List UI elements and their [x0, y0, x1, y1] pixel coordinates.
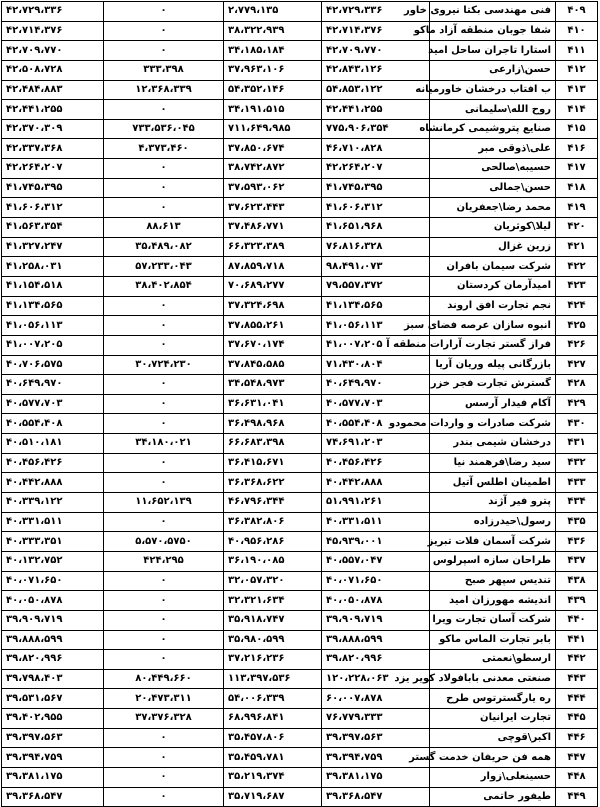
amount-4-cell: ۴۲،۳۷۰،۳۰۹: [2, 119, 104, 139]
amount-1-cell: ۴۲،۷۱۴،۳۷۶: [322, 21, 430, 41]
amount-3-cell: ۴،۳۷۳،۴۶۰: [104, 139, 224, 159]
row-number-cell: ۴۲۴: [556, 296, 598, 316]
company-name-cell: اکبر\قوچی: [430, 728, 556, 748]
amount-4-cell: ۳۹،۳۶۸،۵۴۷: [2, 787, 104, 807]
amount-1-cell: ۷۶،۷۷۹،۳۳۳: [322, 709, 430, 729]
amount-2-cell: ۱۱۳،۳۹۷،۵۳۶: [224, 669, 322, 689]
company-name-cell: شفا جوبان منطقه آزاد ماکو: [430, 21, 556, 41]
table-row: [2, 630, 598, 650]
table-row: [2, 296, 598, 316]
row-number-cell: ۴۴۳: [556, 669, 598, 689]
amount-1-cell: ۳۹،۳۹۴،۷۵۹: [322, 748, 430, 768]
amount-3-cell: ۰: [104, 453, 224, 473]
company-name-cell: امیدآرمان کردستان: [430, 276, 556, 296]
amount-1-cell: ۵۴،۸۵۳،۱۲۲: [322, 80, 430, 100]
company-name-cell: طراحان سازه اسپرلوس: [430, 551, 556, 571]
company-name-cell: صنعتی معدنی بابافولاد کویر یزد: [430, 669, 556, 689]
amount-4-cell: ۴۱،۵۶۳،۳۵۴: [2, 218, 104, 238]
amount-1-cell: ۴۲،۷۲۹،۳۳۶: [322, 2, 430, 22]
row-number-cell: ۴۴۴: [556, 689, 598, 709]
amount-2-cell: ۳۷،۸۵۰،۶۷۴: [224, 139, 322, 159]
amount-1-cell: ۴۱،۷۴۵،۳۹۵: [322, 178, 430, 198]
amount-4-cell: ۴۲،۴۸۴،۸۸۳: [2, 80, 104, 100]
amount-2-cell: ۶۶،۳۲۳،۳۸۹: [224, 237, 322, 257]
amount-4-cell: ۴۲،۳۳۷،۳۶۸: [2, 139, 104, 159]
company-name-cell: اندیشه مهورزان امید: [430, 591, 556, 611]
amount-2-cell: ۳۷،۸۵۵،۲۶۱: [224, 316, 322, 336]
amount-2-cell: ۳۵،۲۱۹،۳۷۴: [224, 767, 322, 787]
amount-2-cell: ۳۸،۳۲۲،۹۳۹: [224, 21, 322, 41]
amount-4-cell: ۴۱،۰۵۶،۱۱۳: [2, 316, 104, 336]
company-name-cell: محمد رضا\جعفریان: [430, 198, 556, 218]
amount-3-cell: ۰: [104, 375, 224, 395]
table-row: [2, 257, 598, 277]
amount-3-cell: ۰: [104, 571, 224, 591]
row-number-cell: ۴۴۵: [556, 709, 598, 729]
amount-2-cell: ۳۷،۶۷۰،۱۷۴: [224, 335, 322, 355]
amount-3-cell: ۱۱،۶۵۲،۱۳۹: [104, 493, 224, 513]
table-row: [2, 473, 598, 493]
company-name-cell: ارسطو\نعمتی: [430, 650, 556, 670]
company-name-cell: حسن\زارعی: [430, 60, 556, 80]
amount-1-cell: ۴۰،۶۴۹،۹۷۰: [322, 375, 430, 395]
amount-4-cell: ۴۲،۴۴۱،۲۵۵: [2, 100, 104, 120]
row-number-cell: ۴۲۰: [556, 218, 598, 238]
amount-4-cell: ۴۲،۷۱۴،۳۷۶: [2, 21, 104, 41]
amount-4-cell: ۴۰،۴۵۶،۴۲۶: [2, 453, 104, 473]
row-number-cell: ۴۳۷: [556, 551, 598, 571]
amount-1-cell: ۵۱،۹۹۱،۲۶۱: [322, 493, 430, 513]
company-name-cell: علی\ذوقی مبر: [430, 139, 556, 159]
amount-2-cell: ۶۸،۹۹۶،۸۴۱: [224, 709, 322, 729]
amount-4-cell: ۴۰،۰۵۰،۸۷۸: [2, 591, 104, 611]
table-row: [2, 512, 598, 532]
amount-3-cell: ۰: [104, 728, 224, 748]
table-row: [2, 650, 598, 670]
company-name-cell: بازرگانی پیله وریان آریا: [430, 355, 556, 375]
amount-1-cell: ۳۹،۸۸۸،۵۹۹: [322, 630, 430, 650]
amount-1-cell: ۴۰،۰۵۰،۸۷۸: [322, 591, 430, 611]
amount-3-cell: ۰: [104, 414, 224, 434]
amount-1-cell: ۳۹،۳۶۸،۵۴۷: [322, 787, 430, 807]
amount-2-cell: ۳۷،۹۶۳،۱۰۶: [224, 60, 322, 80]
amount-4-cell: ۴۰،۰۷۱،۶۵۰: [2, 571, 104, 591]
amount-4-cell: ۴۲،۷۰۹،۷۷۰: [2, 41, 104, 61]
row-number-cell: ۴۳۳: [556, 473, 598, 493]
company-name-cell: شرکت سیمان بافران: [430, 257, 556, 277]
amount-4-cell: ۴۱،۲۵۸،۰۳۱: [2, 257, 104, 277]
amount-1-cell: ۷۷۵،۹۰۶،۳۵۴: [322, 119, 430, 139]
amount-1-cell: ۴۰،۵۵۴،۴۰۸: [322, 414, 430, 434]
table-row: [2, 571, 598, 591]
table-row: [2, 767, 598, 787]
amount-3-cell: ۰: [104, 316, 224, 336]
amount-1-cell: ۶۰،۰۰۷،۸۷۸: [322, 689, 430, 709]
amount-2-cell: ۴۶،۷۹۶،۳۴۴: [224, 493, 322, 513]
amount-2-cell: ۳۲،۳۲۱،۶۳۴: [224, 591, 322, 611]
amount-3-cell: ۳۴،۱۸۰،۰۲۱: [104, 434, 224, 454]
amount-1-cell: ۷۶،۸۱۶،۳۲۸: [322, 237, 430, 257]
amount-4-cell: ۳۹،۴۰۲،۹۵۵: [2, 709, 104, 729]
row-number-cell: ۴۴۸: [556, 767, 598, 787]
row-number-cell: ۴۲۶: [556, 335, 598, 355]
table-row: [2, 2, 598, 22]
document-page: [1, 1, 599, 802]
row-number-cell: ۴۳۵: [556, 512, 598, 532]
table-row: [2, 60, 598, 80]
amount-1-cell: ۴۱،۰۵۶،۱۱۳: [322, 316, 430, 336]
amount-4-cell: ۴۲،۲۶۴،۲۰۷: [2, 159, 104, 179]
amount-4-cell: ۴۱،۱۵۴،۵۱۸: [2, 276, 104, 296]
table-row: [2, 178, 598, 198]
amount-2-cell: ۳۵،۹۱۸،۷۴۷: [224, 610, 322, 630]
amount-1-cell: ۴۲،۲۶۴،۲۰۷: [322, 159, 430, 179]
amount-2-cell: ۳۵،۹۸۰،۵۹۹: [224, 630, 322, 650]
company-name-cell: تندیس سپهر صبح: [430, 571, 556, 591]
table-row: [2, 453, 598, 473]
amount-2-cell: ۵۴،۳۵۲،۱۴۶: [224, 80, 322, 100]
company-name-cell: شرکت آسان تجارت ویرا: [430, 610, 556, 630]
table-row: [2, 669, 598, 689]
amount-4-cell: ۴۱،۱۳۴،۵۶۵: [2, 296, 104, 316]
amount-1-cell: ۱۲۰،۲۲۸،۰۶۳: [322, 669, 430, 689]
row-number-cell: ۴۱۶: [556, 139, 598, 159]
amount-1-cell: ۴۰،۰۷۱،۶۵۰: [322, 571, 430, 591]
table-row: [2, 610, 598, 630]
table-row: [2, 375, 598, 395]
table-row: [2, 316, 598, 336]
amount-4-cell: ۳۹،۸۲۰،۹۹۶: [2, 650, 104, 670]
amount-1-cell: ۴۱،۱۳۴،۵۶۵: [322, 296, 430, 316]
amount-2-cell: ۷۱۱،۶۴۹،۹۸۵: [224, 119, 322, 139]
amount-4-cell: ۳۹،۷۹۸،۴۰۳: [2, 669, 104, 689]
amount-4-cell: ۳۹،۳۸۱،۱۷۵: [2, 767, 104, 787]
amount-2-cell: ۳۶،۴۹۸،۹۶۸: [224, 414, 322, 434]
company-name-cell: فنی مهندسی بکتا نیروی خاور: [430, 2, 556, 22]
amount-3-cell: ۰: [104, 748, 224, 768]
amount-2-cell: ۳۷،۲۱۶،۲۳۶: [224, 650, 322, 670]
amount-3-cell: ۴۲۴،۲۹۵: [104, 551, 224, 571]
table-row: [2, 551, 598, 571]
table-row: [2, 159, 598, 179]
row-number-cell: ۴۲۳: [556, 276, 598, 296]
amount-4-cell: ۴۰،۷۰۶،۵۷۵: [2, 355, 104, 375]
company-name-cell: رسول\حیدرزاده: [430, 512, 556, 532]
table-row: [2, 709, 598, 729]
row-number-cell: ۴۳۱: [556, 434, 598, 454]
amount-2-cell: ۳۶،۶۳۱،۰۴۱: [224, 394, 322, 414]
amount-4-cell: ۳۹،۳۹۷،۵۶۳: [2, 728, 104, 748]
amount-3-cell: ۸۸،۶۱۳: [104, 218, 224, 238]
amount-2-cell: ۳۸،۷۴۲،۸۷۲: [224, 159, 322, 179]
table-row: [2, 689, 598, 709]
amount-2-cell: ۳۷،۶۲۳،۴۴۳: [224, 198, 322, 218]
table-row: [2, 335, 598, 355]
amount-1-cell: ۳۹،۸۲۰،۹۹۶: [322, 650, 430, 670]
amount-3-cell: ۰: [104, 610, 224, 630]
amount-3-cell: ۰: [104, 178, 224, 198]
amount-2-cell: ۳۴،۱۸۵،۱۸۴: [224, 41, 322, 61]
company-name-cell: آکام فیدار آرسس: [430, 394, 556, 414]
amount-1-cell: ۴۶،۷۱۰،۸۲۸: [322, 139, 430, 159]
amount-2-cell: ۵۴،۰۰۶،۳۳۹: [224, 689, 322, 709]
amount-1-cell: ۳۹،۹۰۹،۷۱۹: [322, 610, 430, 630]
row-number-cell: ۴۱۸: [556, 178, 598, 198]
company-name-cell: انبوه سازان عرصه فضای سبز: [430, 316, 556, 336]
table-row: [2, 591, 598, 611]
amount-4-cell: ۴۱،۶۰۶،۳۱۲: [2, 198, 104, 218]
row-number-cell: ۴۱۷: [556, 159, 598, 179]
amount-2-cell: ۳۷،۳۲۴،۶۹۸: [224, 296, 322, 316]
amount-1-cell: ۴۰،۳۳۱،۵۱۱: [322, 512, 430, 532]
row-number-cell: ۴۲۷: [556, 355, 598, 375]
company-name-cell: طیفور حاتمی: [430, 787, 556, 807]
row-number-cell: ۴۱۲: [556, 60, 598, 80]
amount-3-cell: ۰: [104, 591, 224, 611]
company-name-cell: استارا تاجران ساحل امید: [430, 41, 556, 61]
amount-2-cell: ۶۶،۶۸۳،۳۹۸: [224, 434, 322, 454]
table-row: [2, 139, 598, 159]
amount-1-cell: ۴۱،۰۰۷،۲۰۵: [322, 335, 430, 355]
company-name-cell: تجارت ایرانیان: [430, 709, 556, 729]
amount-4-cell: ۴۰،۶۴۹،۹۷۰: [2, 375, 104, 395]
amount-3-cell: ۰: [104, 767, 224, 787]
company-name-cell: حسن\جمالی: [430, 178, 556, 198]
amount-1-cell: ۳۹،۳۸۱،۱۷۵: [322, 767, 430, 787]
amount-3-cell: ۰: [104, 198, 224, 218]
table-row: [2, 728, 598, 748]
table-row: [2, 532, 598, 552]
row-number-cell: ۴۱۵: [556, 119, 598, 139]
row-number-cell: ۴۲۸: [556, 375, 598, 395]
company-name-cell: لیلا\کوثریان: [430, 218, 556, 238]
amount-4-cell: ۴۱،۰۰۷،۲۰۵: [2, 335, 104, 355]
row-number-cell: ۴۳۴: [556, 493, 598, 513]
row-number-cell: ۴۴۹: [556, 787, 598, 807]
company-name-cell: زرین غزال: [430, 237, 556, 257]
table-row: [2, 355, 598, 375]
amount-3-cell: ۵۷،۲۳۳،۰۴۳: [104, 257, 224, 277]
row-number-cell: ۴۳۸: [556, 571, 598, 591]
company-name-cell: بابر تجارت الماس ماکو: [430, 630, 556, 650]
amount-4-cell: ۴۰،۳۳۹،۱۲۲: [2, 493, 104, 513]
amount-2-cell: ۴۰،۹۵۶،۲۸۶: [224, 532, 322, 552]
amount-3-cell: ۳۸،۴۰۲،۸۵۴: [104, 276, 224, 296]
table-row: [2, 787, 598, 807]
amount-3-cell: ۰: [104, 630, 224, 650]
table-row: [2, 41, 598, 61]
amount-3-cell: ۷۳۳،۵۳۶،۰۴۵: [104, 119, 224, 139]
amount-3-cell: ۵،۵۷۰،۵۷۵۰: [104, 532, 224, 552]
amount-1-cell: ۳۹،۳۹۷،۵۶۳: [322, 728, 430, 748]
amount-4-cell: ۴۰،۵۱۰،۱۸۱: [2, 434, 104, 454]
company-name-cell: صنایع پتروشیمی کرمانشاه: [430, 119, 556, 139]
ledger-body: [2, 2, 598, 807]
amount-4-cell: ۳۹،۵۳۱،۵۶۷: [2, 689, 104, 709]
amount-2-cell: ۳۵،۴۵۷،۸۰۶: [224, 728, 322, 748]
amount-2-cell: ۳۴،۵۴۸،۹۷۳: [224, 375, 322, 395]
amount-1-cell: ۴۱،۶۰۶،۳۱۲: [322, 198, 430, 218]
row-number-cell: ۴۰۹: [556, 2, 598, 22]
company-name-cell: شرکت آسمان فلات تبریز: [430, 532, 556, 552]
amount-1-cell: ۴۲،۸۴۳،۱۲۶: [322, 60, 430, 80]
amount-1-cell: ۴۲،۷۰۹،۷۷۰: [322, 41, 430, 61]
amount-1-cell: ۴۲،۴۴۱،۲۵۵: [322, 100, 430, 120]
amount-3-cell: ۲۰،۴۷۳،۳۱۱: [104, 689, 224, 709]
company-name-cell: حسینعلی\زوار: [430, 767, 556, 787]
amount-3-cell: ۱۲،۳۶۸،۳۳۹: [104, 80, 224, 100]
amount-3-cell: ۰: [104, 473, 224, 493]
row-number-cell: ۴۱۹: [556, 198, 598, 218]
amount-3-cell: ۰: [104, 787, 224, 807]
amount-2-cell: ۳۷،۴۸۶،۷۷۱: [224, 218, 322, 238]
company-name-cell: فراز گستر تجارت آرارات منطقه آ: [430, 335, 556, 355]
amount-4-cell: ۳۹،۹۰۹،۷۱۹: [2, 610, 104, 630]
amount-2-cell: ۸۷،۸۵۹،۷۱۸: [224, 257, 322, 277]
table-row: [2, 394, 598, 414]
company-name-cell: همه فن حریفان خدمت گستر: [430, 748, 556, 768]
table-row: [2, 276, 598, 296]
amount-1-cell: ۴۰،۵۵۷،۰۴۷: [322, 551, 430, 571]
amount-3-cell: ۰: [104, 159, 224, 179]
amount-2-cell: ۳۵،۷۱۹،۶۸۷: [224, 787, 322, 807]
amount-2-cell: ۳۷،۵۹۳،۰۶۲: [224, 178, 322, 198]
company-name-cell: شرکت صادرات و واردات محمودو: [430, 414, 556, 434]
amount-2-cell: ۷۰،۶۸۹،۲۷۷: [224, 276, 322, 296]
row-number-cell: ۴۲۲: [556, 257, 598, 277]
row-number-cell: ۴۴۱: [556, 630, 598, 650]
row-number-cell: ۴۳۲: [556, 453, 598, 473]
company-name-cell: ب افتاب درخشان خاورمیانه: [430, 80, 556, 100]
amount-1-cell: ۹۸،۴۹۱،۰۷۳: [322, 257, 430, 277]
amount-2-cell: ۳۲،۰۵۷،۳۲۰: [224, 571, 322, 591]
amount-3-cell: ۰: [104, 100, 224, 120]
table-row: [2, 218, 598, 238]
row-number-cell: ۴۴۷: [556, 748, 598, 768]
company-name-cell: پترو فیر آژند: [430, 493, 556, 513]
amount-3-cell: ۰: [104, 394, 224, 414]
amount-1-cell: ۷۱،۴۳۰،۸۰۴: [322, 355, 430, 375]
row-number-cell: ۴۳۶: [556, 532, 598, 552]
amount-1-cell: ۴۰،۴۴۲،۸۸۸: [322, 473, 430, 493]
amount-1-cell: ۴۵،۹۳۹،۰۰۱: [322, 532, 430, 552]
amount-4-cell: ۴۱،۳۲۷،۲۴۷: [2, 237, 104, 257]
row-number-cell: ۴۱۰: [556, 21, 598, 41]
table-row: [2, 414, 598, 434]
ledger-table: [1, 1, 598, 807]
amount-1-cell: ۷۹،۵۵۷،۳۷۲: [322, 276, 430, 296]
amount-3-cell: ۸۰،۴۴۹،۶۶۰: [104, 669, 224, 689]
table-row: [2, 198, 598, 218]
table-row: [2, 493, 598, 513]
amount-3-cell: ۰: [104, 296, 224, 316]
row-number-cell: ۴۱۱: [556, 41, 598, 61]
amount-2-cell: ۲،۷۷۹،۱۳۵: [224, 2, 322, 22]
row-number-cell: ۴۱۴: [556, 100, 598, 120]
row-number-cell: ۴۲۹: [556, 394, 598, 414]
amount-4-cell: ۳۹،۳۹۴،۷۵۹: [2, 748, 104, 768]
amount-3-cell: ۰: [104, 21, 224, 41]
company-name-cell: روح الله\سلیمانی: [430, 100, 556, 120]
row-number-cell: ۴۴۰: [556, 610, 598, 630]
table-row: [2, 119, 598, 139]
amount-3-cell: ۰: [104, 650, 224, 670]
amount-4-cell: ۴۰،۳۳۱،۵۱۱: [2, 512, 104, 532]
amount-4-cell: ۴۱،۷۴۵،۳۹۵: [2, 178, 104, 198]
amount-4-cell: ۴۰،۴۴۲،۸۸۸: [2, 473, 104, 493]
amount-3-cell: ۰: [104, 41, 224, 61]
amount-2-cell: ۳۶،۴۱۵،۶۷۱: [224, 453, 322, 473]
company-name-cell: سید رضا\فرهمند نیا: [430, 453, 556, 473]
company-name-cell: گسترش تجارت فجر خزر: [430, 375, 556, 395]
row-number-cell: ۴۴۶: [556, 728, 598, 748]
amount-2-cell: ۳۵،۴۵۹،۷۸۱: [224, 748, 322, 768]
amount-4-cell: ۴۰،۵۷۷،۷۰۳: [2, 394, 104, 414]
amount-3-cell: ۰: [104, 512, 224, 532]
amount-4-cell: ۴۰،۳۳۳،۳۵۱: [2, 532, 104, 552]
amount-4-cell: ۴۰،۱۳۲،۷۵۲: [2, 551, 104, 571]
table-row: [2, 80, 598, 100]
row-number-cell: ۴۱۳: [556, 80, 598, 100]
row-number-cell: ۴۳۹: [556, 591, 598, 611]
table-row: [2, 21, 598, 41]
company-name-cell: حسیبه\صالحی: [430, 159, 556, 179]
amount-4-cell: ۳۹،۸۸۸،۵۹۹: [2, 630, 104, 650]
row-number-cell: ۴۲۵: [556, 316, 598, 336]
amount-1-cell: ۴۰،۴۵۶،۴۲۶: [322, 453, 430, 473]
amount-2-cell: ۳۶،۳۶۸،۶۲۲: [224, 473, 322, 493]
row-number-cell: ۴۴۲: [556, 650, 598, 670]
amount-2-cell: ۳۴،۱۹۱،۵۱۵: [224, 100, 322, 120]
amount-3-cell: ۳۷،۳۷۶،۳۲۸: [104, 709, 224, 729]
amount-1-cell: ۴۰،۵۷۷،۷۰۳: [322, 394, 430, 414]
amount-3-cell: ۰: [104, 335, 224, 355]
row-number-cell: ۴۳۰: [556, 414, 598, 434]
table-row: [2, 100, 598, 120]
table-row: [2, 237, 598, 257]
amount-1-cell: ۴۱،۶۵۱،۹۶۸: [322, 218, 430, 238]
amount-4-cell: ۴۲،۵۰۸،۷۲۸: [2, 60, 104, 80]
amount-1-cell: ۷۴،۶۹۱،۲۰۳: [322, 434, 430, 454]
amount-3-cell: ۰: [104, 2, 224, 22]
amount-3-cell: ۳۳۳،۳۹۸: [104, 60, 224, 80]
amount-4-cell: ۴۰،۵۵۴،۴۰۸: [2, 414, 104, 434]
table-row: [2, 748, 598, 768]
company-name-cell: درخشان شیمی بندر: [430, 434, 556, 454]
amount-3-cell: ۳۰،۷۲۴،۲۳۰: [104, 355, 224, 375]
company-name-cell: نجم تجارت افق اروند: [430, 296, 556, 316]
row-number-cell: ۴۲۱: [556, 237, 598, 257]
amount-2-cell: ۳۶،۱۹۰،۰۸۵: [224, 551, 322, 571]
company-name-cell: اطمینان اطلس آتیل: [430, 473, 556, 493]
company-name-cell: ره یارگسترتوس طرح: [430, 689, 556, 709]
amount-2-cell: ۳۷،۸۴۵،۵۸۵: [224, 355, 322, 375]
amount-4-cell: ۴۲،۷۲۹،۳۳۶: [2, 2, 104, 22]
amount-3-cell: ۳۵،۴۸۹،۰۸۲: [104, 237, 224, 257]
amount-2-cell: ۳۶،۳۸۲،۸۰۶: [224, 512, 322, 532]
table-row: [2, 434, 598, 454]
